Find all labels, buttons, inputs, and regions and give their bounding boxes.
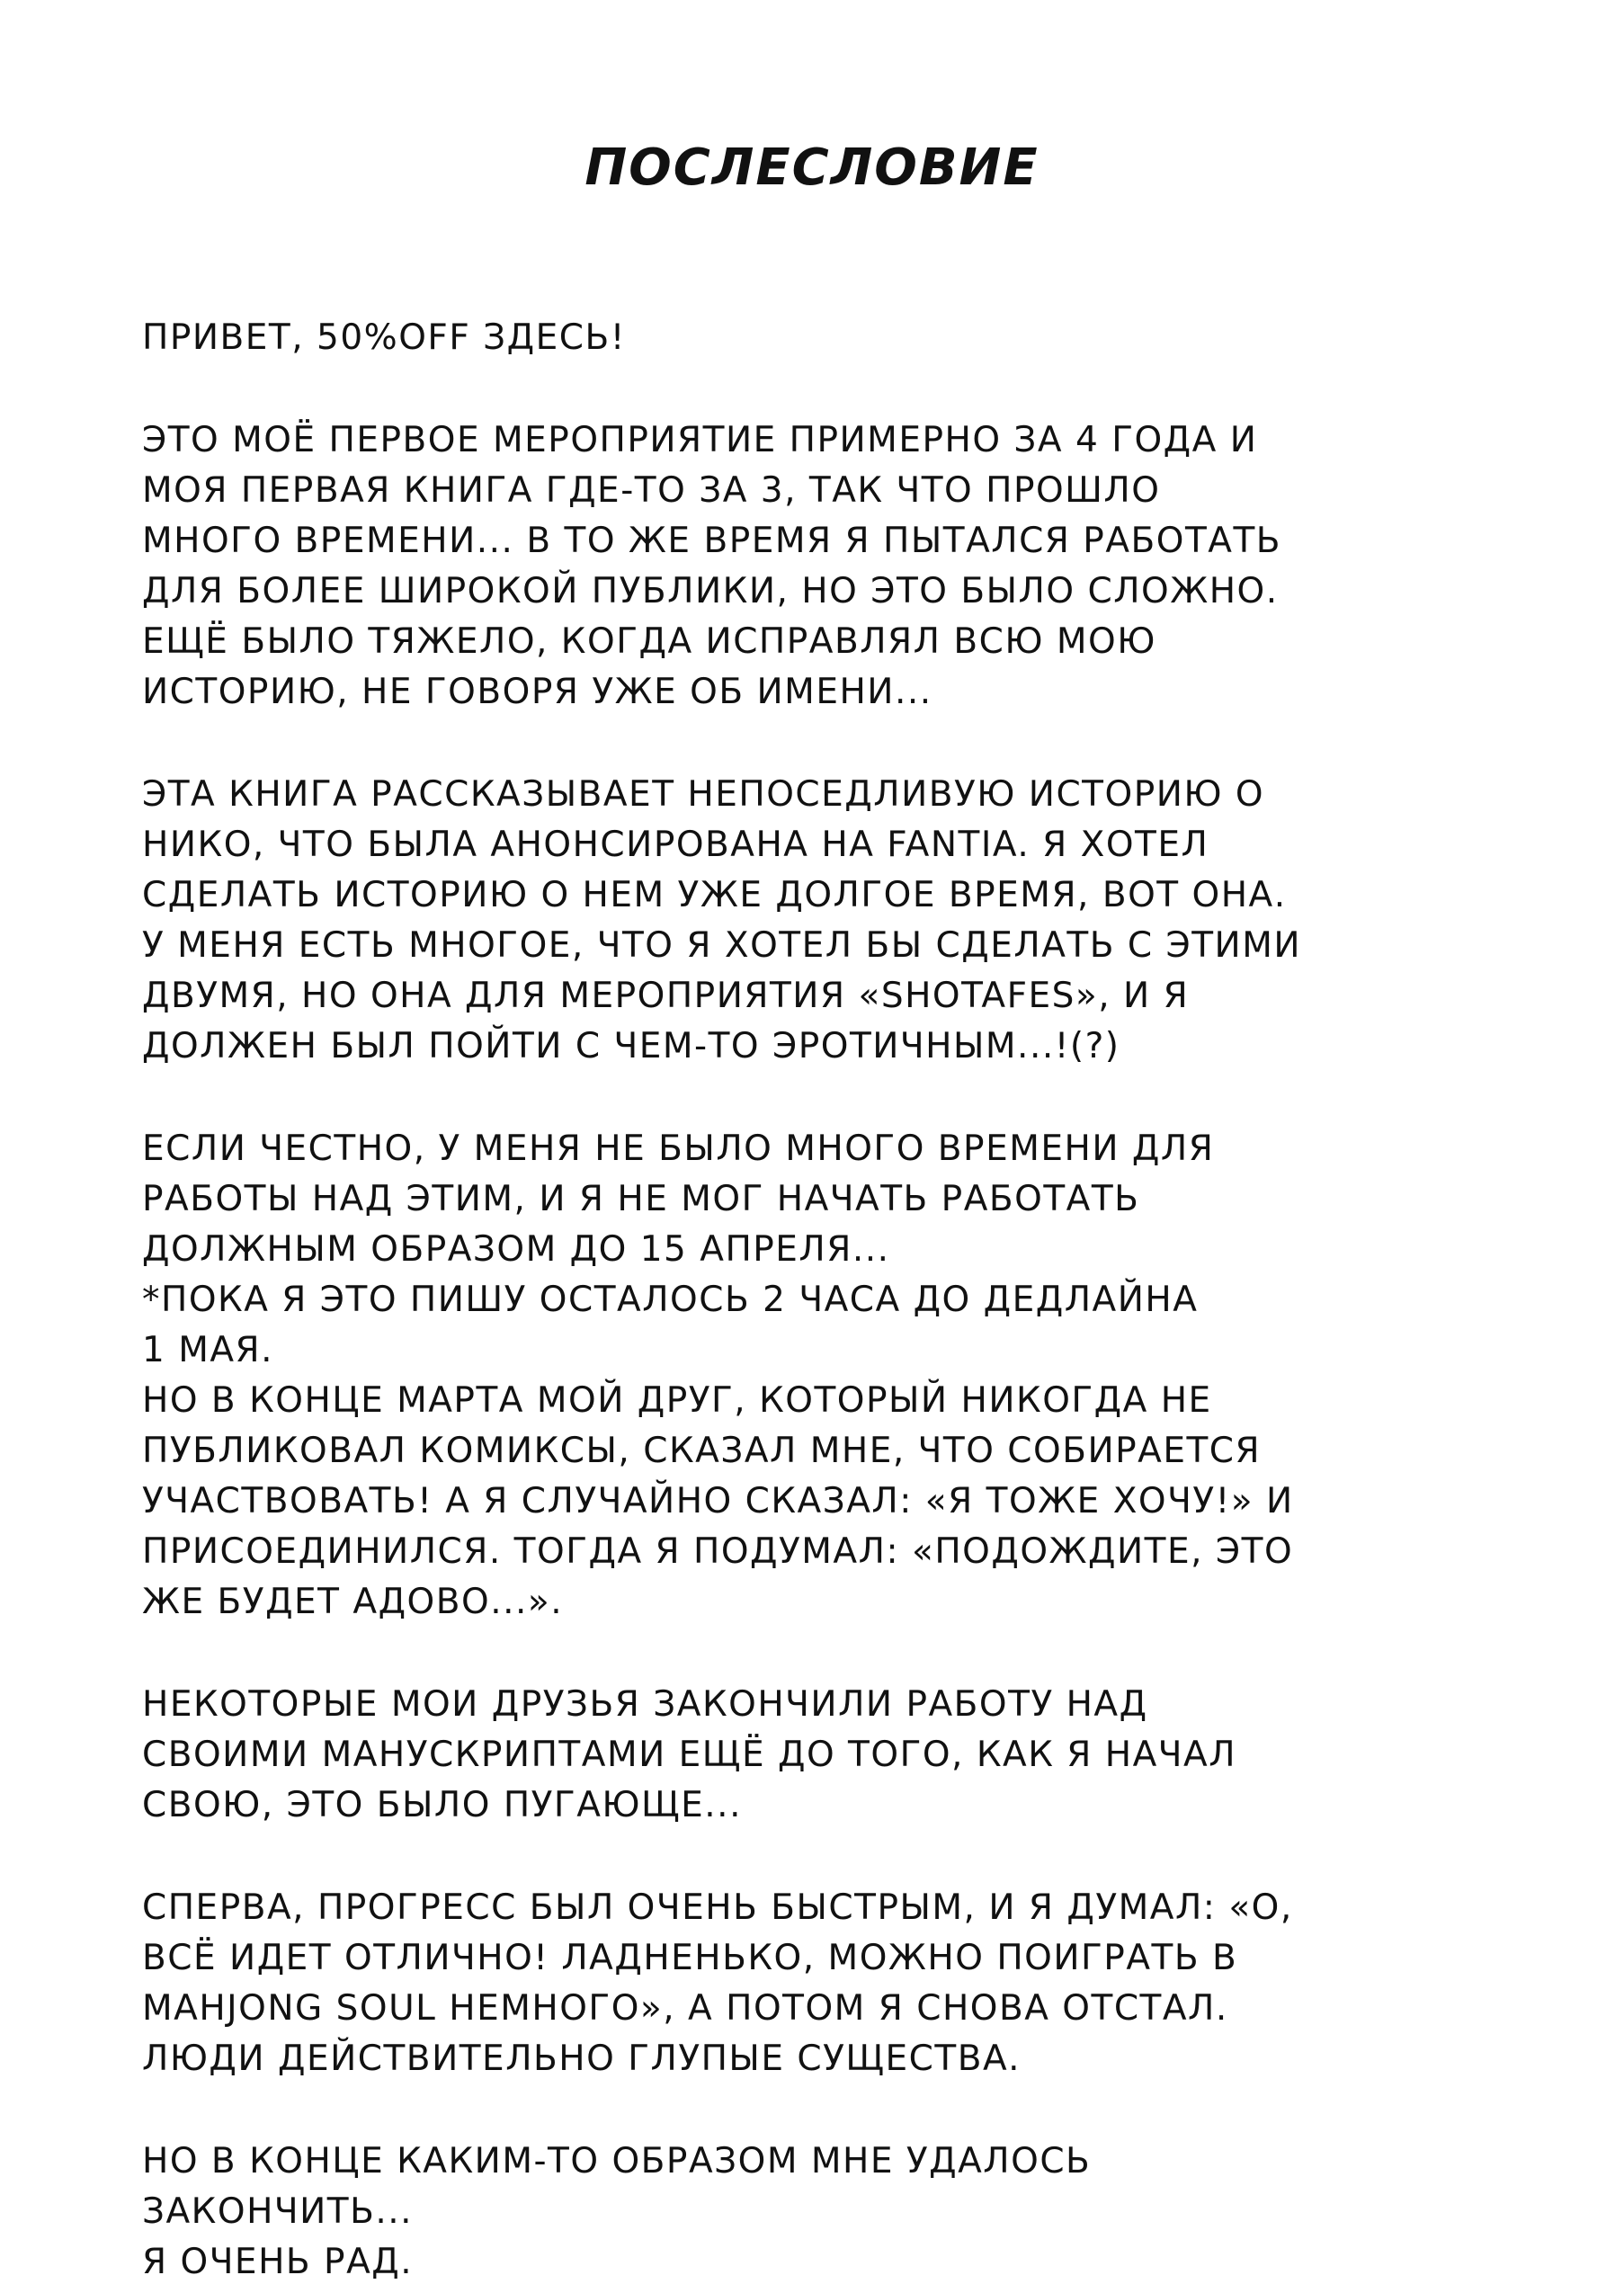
text-line: ДВУМЯ, НО ОНА ДЛЯ МЕРОПРИЯТИЯ «SHOTAFES», И Я	[142, 976, 1190, 1016]
text-line: НО В КОНЦЕ КАКИМ-ТО ОБРАЗОМ МНЕ УДАЛОСЬ	[142, 2141, 1092, 2181]
text-line: ЕЩЁ БЫЛО ТЯЖЕЛО, КОГДА ИСПРАВЛЯЛ ВСЮ МОЮ	[142, 621, 1156, 662]
text-line: ПРИВЕТ, 50%OFF ЗДЕСЬ!	[142, 317, 626, 358]
text-line: МНОГО ВРЕМЕНИ... В ТО ЖЕ ВРЕМЯ Я ПЫТАЛСЯ РАБОТАТЬ	[142, 521, 1282, 561]
text-line: УЧАСТВОВАТЬ! А Я СЛУЧАЙНО СКАЗАЛ: «Я ТОЖЕ ХОЧУ!» И	[142, 1481, 1294, 1521]
text-line: МОЯ ПЕРВАЯ КНИГА ГДЕ-ТО ЗА 3, ТАК ЧТО ПРОШЛО	[142, 470, 1161, 511]
text-line: ЕСЛИ ЧЕСТНО, У МЕНЯ НЕ БЫЛО МНОГО ВРЕМЕНИ ДЛЯ	[142, 1129, 1215, 1169]
text-line: 1 МАЯ.	[142, 1330, 274, 1370]
paragraph-deadline	[142, 1124, 1491, 1628]
text-line: ВСЁ ИДЕТ ОТЛИЧНО! ЛАДНЕНЬКО, МОЖНО ПОИГРАТЬ В	[142, 1938, 1238, 1978]
text-line: НЕКОТОРЫЕ МОИ ДРУЗЬЯ ЗАКОНЧИЛИ РАБОТУ НАД	[142, 1684, 1148, 1725]
paragraph-ending	[142, 2137, 1491, 2288]
text-line: РАБОТЫ НАД ЭТИМ, И Я НЕ МОГ НАЧАТЬ РАБОТАТЬ	[142, 1179, 1140, 1219]
paragraph-progress	[142, 1883, 1491, 2084]
text-line: ЖЕ БУДЕТ АДОВО...».	[142, 1582, 564, 1622]
paragraph-friends	[142, 1680, 1491, 1831]
paragraph-book-story	[142, 770, 1491, 1072]
page-title: ПОСЛЕСЛОВИЕ	[584, 138, 1040, 197]
afterword-body	[142, 313, 1491, 2288]
paragraph-greeting	[142, 313, 1491, 363]
text-line: ЭТА КНИГА РАССКАЗЫВАЕТ НЕПОСЕДЛИВУЮ ИСТОРИЮ О	[142, 774, 1265, 815]
text-line: ДОЛЖНЫМ ОБРАЗОМ ДО 15 АПРЕЛЯ...	[142, 1229, 890, 1270]
text-line: СВОИМИ МАНУСКРИПТАМИ ЕЩЁ ДО ТОГО, КАК Я НАЧАЛ	[142, 1735, 1237, 1775]
text-line: ДОЛЖЕН БЫЛ ПОЙТИ С ЧЕМ-ТО ЭРОТИЧНЫМ...!(?)	[142, 1026, 1120, 1066]
paragraph-first-event	[142, 415, 1491, 718]
text-line: ПРИСОЕДИНИЛСЯ. ТОГДА Я ПОДУМАЛ: «ПОДОЖДИТЕ, ЭТО	[142, 1531, 1294, 1572]
text-line: СДЕЛАТЬ ИСТОРИЮ О НЕМ УЖЕ ДОЛГОЕ ВРЕМЯ, ВОТ ОНА.	[142, 875, 1287, 915]
text-line: СПЕРВА, ПРОГРЕСС БЫЛ ОЧЕНЬ БЫСТРЫМ, И Я ДУМАЛ: «О,	[142, 1887, 1293, 1928]
text-line: НО В КОНЦЕ МАРТА МОЙ ДРУГ, КОТОРЫЙ НИКОГДА НЕ	[142, 1380, 1212, 1421]
text-line: НИКО, ЧТО БЫЛА АНОНСИРОВАНА НА FANTIA. Я ХОТЕЛ	[142, 825, 1209, 865]
text-line: ЛЮДИ ДЕЙСТВИТЕЛЬНО ГЛУПЫЕ СУЩЕСТВА.	[142, 2039, 1022, 2079]
text-line: MAHJONG SOUL НЕМНОГО», А ПОТОМ Я СНОВА ОТСТАЛ.	[142, 1988, 1228, 2029]
text-line: ЗАКОНЧИТЬ...	[142, 2191, 414, 2232]
text-line: ИСТОРИЮ, НЕ ГОВОРЯ УЖЕ ОБ ИМЕНИ...	[142, 672, 932, 712]
text-line: У МЕНЯ ЕСТЬ МНОГОЕ, ЧТО Я ХОТЕЛ БЫ СДЕЛАТЬ С ЭТИМИ	[142, 925, 1302, 966]
text-line: *ПОКА Я ЭТО ПИШУ ОСТАЛОСЬ 2 ЧАСА ДО ДЕДЛАЙНА	[142, 1280, 1199, 1320]
text-line: ПУБЛИКОВАЛ КОМИКСЫ, СКАЗАЛ МНЕ, ЧТО СОБИРАЕТСЯ	[142, 1431, 1262, 1471]
text-line: ЭТО МОЁ ПЕРВОЕ МЕРОПРИЯТИЕ ПРИМЕРНО ЗА 4 ГОДА И	[142, 420, 1258, 460]
text-line: Я ОЧЕНЬ РАД.	[142, 2242, 414, 2282]
text-line: СВОЮ, ЭТО БЫЛО ПУГАЮЩЕ...	[142, 1785, 742, 1825]
text-line: ДЛЯ БОЛЕЕ ШИРОКОЙ ПУБЛИКИ, НО ЭТО БЫЛО СЛОЖНО.	[142, 571, 1279, 611]
